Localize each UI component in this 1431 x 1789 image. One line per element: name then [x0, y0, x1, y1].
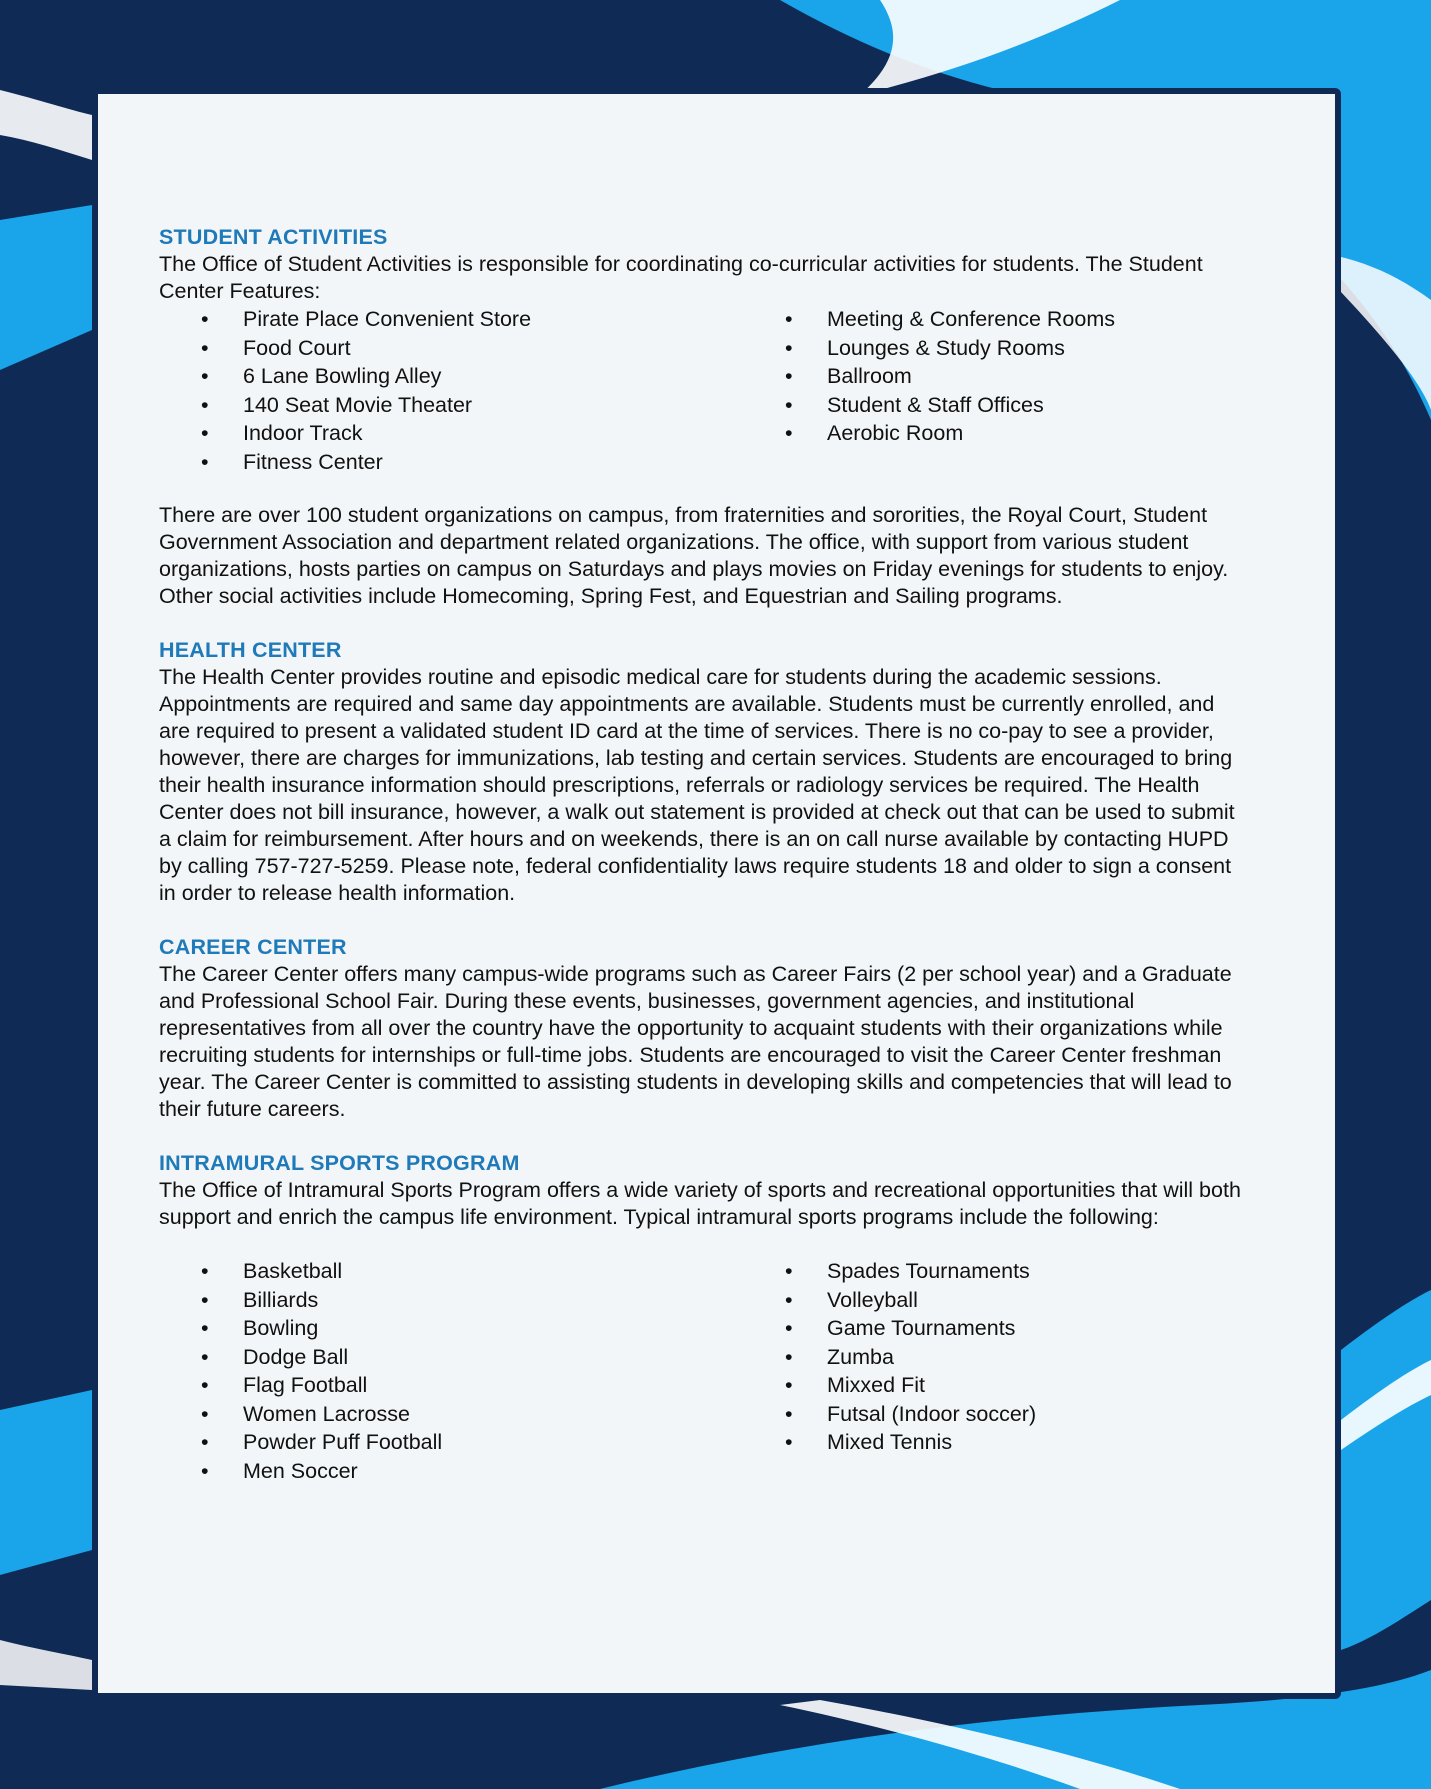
bullet-icon: •: [785, 1287, 793, 1312]
career-center-section: [159, 934, 1249, 1123]
list-item: • Ballroom: [743, 362, 1115, 391]
list-item: • 140 Seat Movie Theater: [159, 391, 743, 420]
list-item: • Fitness Center: [159, 448, 743, 477]
bullet-icon: •: [785, 1401, 793, 1426]
bullet-icon: •: [201, 449, 209, 474]
list-item: • Billiards: [159, 1286, 743, 1315]
list-item: • Powder Puff Football: [159, 1428, 743, 1457]
bullet-icon: •: [785, 335, 793, 360]
list-item: • Women Lacrosse: [159, 1400, 743, 1429]
bullet-icon: •: [201, 335, 209, 360]
bullet-icon: •: [785, 421, 793, 445]
sports-list-left: [159, 1257, 743, 1485]
section-heading: INTRAMURAL SPORTS PROGRAM: [159, 1151, 520, 1175]
features-list: [159, 305, 1249, 476]
list-item: • Food Court: [159, 334, 743, 363]
list-item: • Basketball: [159, 1257, 743, 1286]
document-content: [159, 224, 1249, 1485]
section-heading: STUDENT ACTIVITIES: [159, 225, 388, 249]
list-item: • Student & Staff Offices: [743, 391, 1115, 420]
list-item: • Indoor Track: [159, 419, 743, 448]
list-item: • Dodge Ball: [159, 1343, 743, 1372]
list-item: • 6 Lane Bowling Alley: [159, 362, 743, 391]
bullet-icon: •: [201, 1458, 209, 1483]
list-item: • Meeting & Conference Rooms: [743, 305, 1115, 334]
list-item: • Zumba: [743, 1343, 1036, 1372]
bullet-icon: •: [201, 1430, 209, 1454]
sports-list: [159, 1257, 1249, 1485]
bullet-icon: •: [785, 364, 793, 388]
list-item: • Volleyball: [743, 1286, 1036, 1315]
bullet-icon: •: [201, 1344, 209, 1369]
bullet-icon: •: [201, 1373, 209, 1397]
list-item: • Game Tournaments: [743, 1314, 1036, 1343]
bullet-icon: •: [201, 1287, 209, 1312]
list-item: • Bowling: [159, 1314, 743, 1343]
student-activities-section: [159, 224, 1249, 610]
bullet-icon: •: [785, 1344, 793, 1369]
list-item: • Mixed Tennis: [743, 1428, 1036, 1457]
section-heading: CAREER CENTER: [159, 935, 347, 959]
bullet-icon: •: [201, 307, 209, 331]
list-item: • Aerobic Room: [743, 419, 1115, 448]
section-intro: The Office of Student Activities is responsible for coordinating co-curricular activities for students. The Student Center Features:: [159, 252, 1203, 303]
features-list-left: [159, 305, 743, 476]
bullet-icon: •: [201, 421, 209, 445]
bullet-icon: •: [201, 364, 209, 388]
bullet-icon: •: [201, 392, 209, 417]
intramural-sports-section: [159, 1150, 1249, 1485]
bullet-icon: •: [785, 1259, 793, 1283]
bullet-icon: •: [785, 1373, 793, 1397]
bullet-icon: •: [785, 1316, 793, 1340]
section-body: The Career Center offers many campus-wide programs such as Career Fairs (2 per school year) and a Graduate and Professional School Fair. During these events, businesses, government agencies, and institutional representatives from all over the country have the opportunity to acquaint students with their organizations while recruiting students for internships or full-time jobs. Students are encouraged to visit the Career Center freshman year. The Career Center is committed to assisting students in developing skills and competencies that will lead to their future careers.: [159, 962, 1232, 1121]
bullet-icon: •: [785, 392, 793, 417]
list-item: • Flag Football: [159, 1371, 743, 1400]
bullet-icon: •: [785, 1430, 793, 1454]
section-heading: HEALTH CENTER: [159, 638, 342, 662]
sports-list-right: [743, 1257, 1036, 1485]
bullet-icon: •: [201, 1401, 209, 1426]
bullet-icon: •: [201, 1259, 209, 1283]
list-item: • Mixxed Fit: [743, 1371, 1036, 1400]
bullet-icon: •: [201, 1316, 209, 1340]
list-item: • Spades Tournaments: [743, 1257, 1036, 1286]
list-item: • Futsal (Indoor soccer): [743, 1400, 1036, 1429]
bullet-icon: •: [785, 307, 793, 331]
health-center-section: [159, 637, 1249, 907]
list-item: • Pirate Place Convenient Store: [159, 305, 743, 334]
section-body: The Health Center provides routine and episodic medical care for students during the academic sessions. Appointments are required and same day appointments are available. Students must be currently enrolled, and are required to present a validated student ID card at the time of services. There is no co-pay to see a provider, however, there are charges for immunizations, lab testing and certain services. Students are encouraged to bring their health insurance information should prescriptions, referrals or radiology services be required. The Health Center does not bill insurance, however, a walk out statement is provided at check out that can be used to submit a claim for reimbursement. After hours and on weekends, there is an on call nurse available by contacting HUPD by calling 757-727-5259. Please note, federal confidentiality laws require students 18 and older to sign a consent in order to release health information.: [159, 665, 1235, 905]
list-item: • Men Soccer: [159, 1457, 743, 1486]
section-body: There are over 100 student organizations on campus, from fraternities and sororities, the Royal Court, Student Government Association and department related organizations. The office, with support from various student organizations, hosts parties on campus on Saturdays and plays movies on Friday evenings for students to enjoy. Other social activities include Homecoming, Spring Fest, and Equestrian and Sailing programs.: [159, 503, 1229, 608]
section-intro: The Office of Intramural Sports Program offers a wide variety of sports and recreational opportunities that will both support and enrich the campus life environment. Typical intramural sports programs include the following:: [159, 1178, 1241, 1229]
features-list-right: [743, 305, 1115, 476]
list-item: • Lounges & Study Rooms: [743, 334, 1115, 363]
